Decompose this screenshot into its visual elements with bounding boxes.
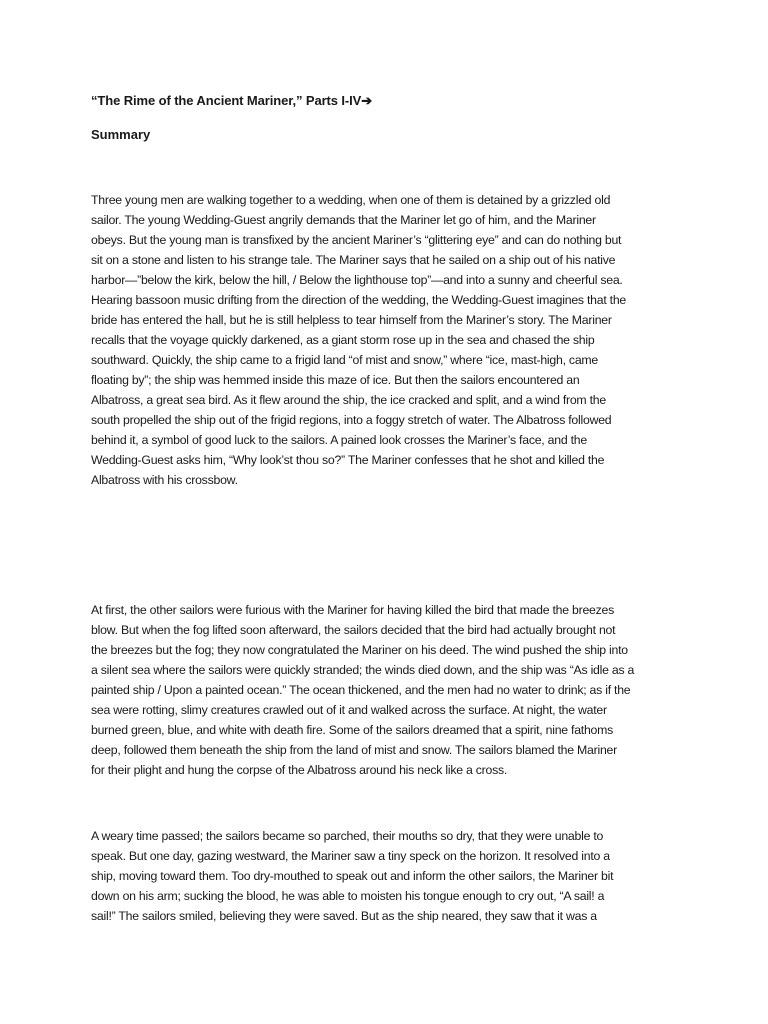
- paragraph-line: obeys. But the young man is transfixed by the ancient Mariner’s “glittering eye” and can do nothing but: [91, 233, 622, 247]
- section-heading: Summary: [91, 127, 151, 142]
- paragraph-line: recalls that the voyage quickly darkened, as a giant storm rose up in the sea and chased the ship: [91, 333, 595, 347]
- paragraph-line: Three young men are walking together to a wedding, when one of them is detained by a grizzled old: [91, 193, 611, 207]
- paragraph-line: sailor. The young Wedding-Guest angrily demands that the Mariner let go of him, and the Mariner: [91, 213, 596, 227]
- document-title: “The Rime of the Ancient Mariner,” Parts I-IV➔: [91, 93, 373, 108]
- paragraph-line: behind it, a symbol of good luck to the sailors. A pained look crosses the Mariner’s face, and the: [91, 433, 587, 447]
- paragraph-line: harbor—”below the kirk, below the hill, / Below the lighthouse top”—and into a sunny and cheerful sea.: [91, 273, 623, 287]
- paragraph-line: Wedding-Guest asks him, “Why look’st thou so?” The Mariner confesses that he shot and killed the: [91, 453, 605, 467]
- paragraph-line: deep, followed them beneath the ship from the land of mist and snow. The sailors blamed the Mariner: [91, 743, 617, 757]
- paragraph-line: blow. But when the fog lifted soon afterward, the sailors decided that the bird had actually brought not: [91, 623, 616, 637]
- paragraph-line: ship, moving toward them. Too dry-mouthed to speak out and inform the other sailors, the Mariner bit: [91, 869, 614, 883]
- paragraph-line: sail!” The sailors smiled, believing they were saved. But as the ship neared, they saw that it was a: [91, 909, 597, 923]
- paragraph-line: bride has entered the hall, but he is still helpless to tear himself from the Mariner’s story. The Mariner: [91, 313, 612, 327]
- paragraph-line: south propelled the ship out of the frigid regions, into a foggy stretch of water. The Albatross followed: [91, 413, 612, 427]
- paragraph-line: Albatross, a great sea bird. As it flew around the ship, the ice cracked and split, and a wind from the: [91, 393, 606, 407]
- paragraph-line: Hearing bassoon music drifting from the direction of the wedding, the Wedding-Guest imagines that the: [91, 293, 627, 307]
- paragraph-2: [91, 600, 691, 780]
- paragraph-line: painted ship / Upon a painted ocean.” The ocean thickened, and the men had no water to drink; as if the: [91, 683, 631, 697]
- paragraph-line: At first, the other sailors were furious with the Mariner for having killed the bird that made the breezes: [91, 603, 615, 617]
- paragraph-line: speak. But one day, gazing westward, the Mariner saw a tiny speck on the horizon. It resolved into a: [91, 849, 610, 863]
- paragraph-line: burned green, blue, and white with death fire. Some of the sailors dreamed that a spirit, nine fathoms: [91, 723, 614, 737]
- paragraph-line: floating by”; the ship was hemmed inside this maze of ice. But then the sailors encountered an: [91, 373, 580, 387]
- paragraph-line: sit on a stone and listen to his strange tale. The Mariner says that he sailed on a ship out of his native: [91, 253, 616, 267]
- paragraph-line: Albatross with his crossbow.: [91, 473, 238, 487]
- paragraph-line: a silent sea where the sailors were quickly stranded; the winds died down, and the ship was “As idle as a: [91, 663, 635, 677]
- paragraph-line: the breezes but the fog; they now congratulated the Mariner on his deed. The wind pushed the ship into: [91, 643, 628, 657]
- paragraph-line: southward. Quickly, the ship came to a frigid land “of mist and snow,” where “ice, mast-high, came: [91, 353, 598, 367]
- paragraph-1: [91, 190, 691, 490]
- paragraph-line: sea were rotting, slimy creatures crawled out of it and walked across the surface. At night, the water: [91, 703, 607, 717]
- paragraph-line: A weary time passed; the sailors became so parched, their mouths so dry, that they were unable to: [91, 829, 604, 843]
- paragraph-line: for their plight and hung the corpse of the Albatross around his neck like a cross.: [91, 763, 508, 777]
- paragraph-line: down on his arm; sucking the blood, he was able to moisten his tongue enough to cry out, “A sail! a: [91, 889, 605, 903]
- paragraph-3: [91, 826, 691, 926]
